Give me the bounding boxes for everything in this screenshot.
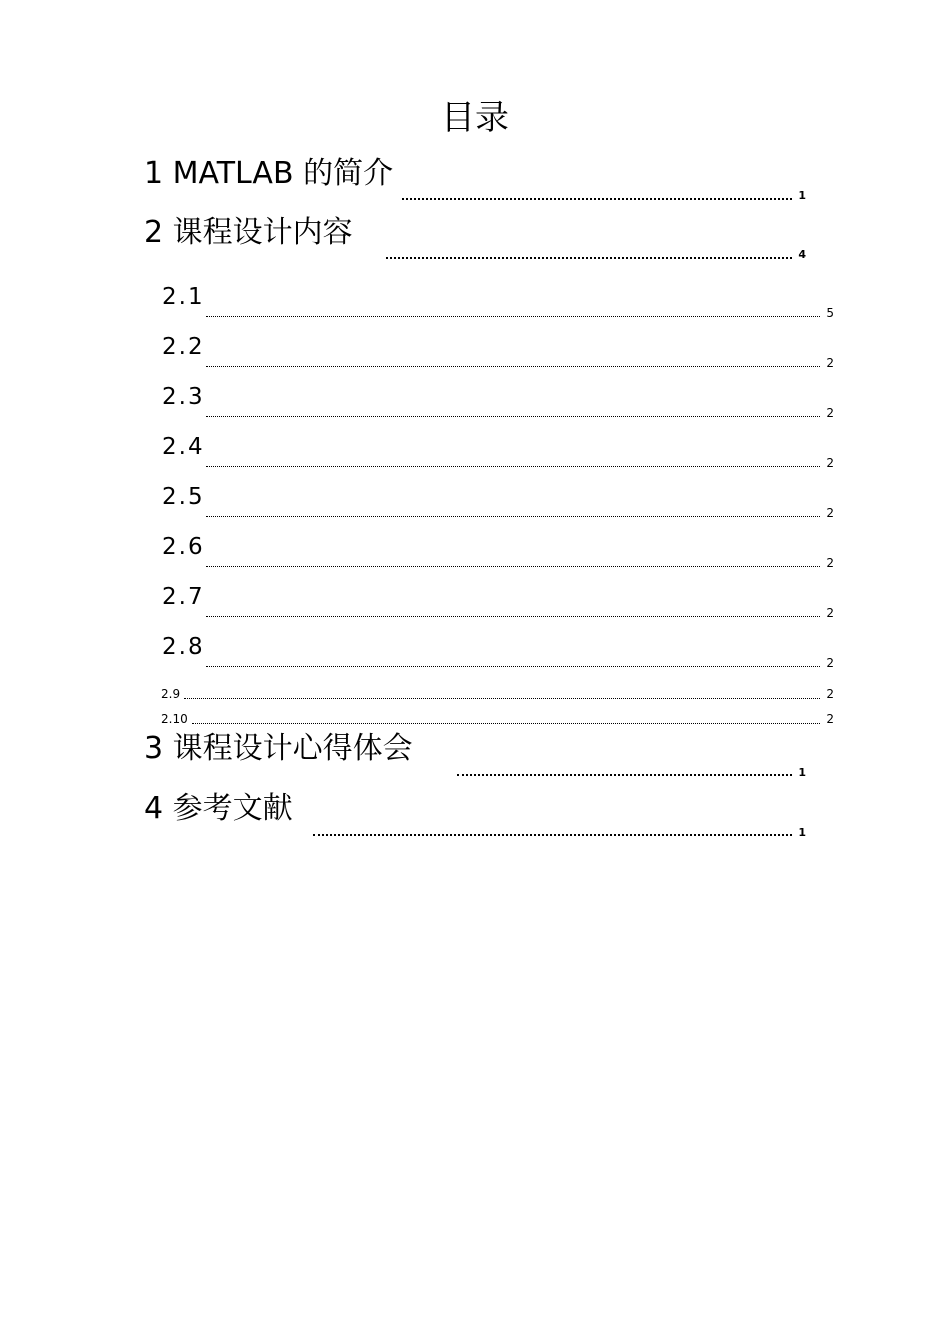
toc-entry-page: 5 [826,306,834,320]
dot-leader [402,198,792,200]
toc-entry-label: 2.3 [162,384,205,410]
dot-leader [206,516,820,517]
dot-leader [313,834,792,836]
toc-entry-label: 2.6 [162,534,205,560]
dot-leader [206,616,820,617]
toc-entry-page: 2 [826,356,834,370]
toc-entry-label: 2.9 [161,687,181,701]
dot-leader [206,416,820,417]
toc-title: 目录 [441,98,509,138]
toc-entry-label: 3 课程设计心得体会 [144,731,413,766]
dot-leader [192,723,820,724]
toc-entry-page: 1 [798,189,806,202]
toc-entry-label: 2.7 [162,584,205,610]
toc-entry-page: 2 [826,406,834,420]
toc-entry-label: 2.5 [162,484,205,510]
toc-entry-page: 2 [826,506,834,520]
toc-entry-page: 2 [826,656,834,670]
toc-entry-page: 2 [826,606,834,620]
toc-entry-label: 2.10 [161,712,188,726]
toc-entry-label: 2.1 [162,284,205,310]
toc-entry-label: 2.4 [162,434,205,460]
toc-entry-label: 2.8 [162,634,205,660]
toc-entry-page: 2 [826,456,834,470]
dot-leader [386,257,792,259]
dot-leader [206,316,820,317]
toc-entry-page: 2 [826,687,834,701]
toc-entry-label: 1 MATLAB 的简介 [144,156,394,191]
toc-entry-label: 2 课程设计内容 [144,215,353,250]
toc-entry-label: 2.2 [162,334,205,360]
dot-leader [457,774,792,776]
dot-leader [206,666,820,667]
toc-entry-page: 1 [798,826,806,839]
toc-entry-label: 4 参考文献 [144,791,293,826]
dot-leader [206,466,820,467]
toc-entry-page: 1 [798,766,806,779]
dot-leader [184,698,820,699]
toc-entry-page: 4 [798,248,806,261]
toc-entry-page: 2 [826,712,834,726]
toc-entry-page: 2 [826,556,834,570]
dot-leader [206,566,820,567]
dot-leader [206,366,820,367]
